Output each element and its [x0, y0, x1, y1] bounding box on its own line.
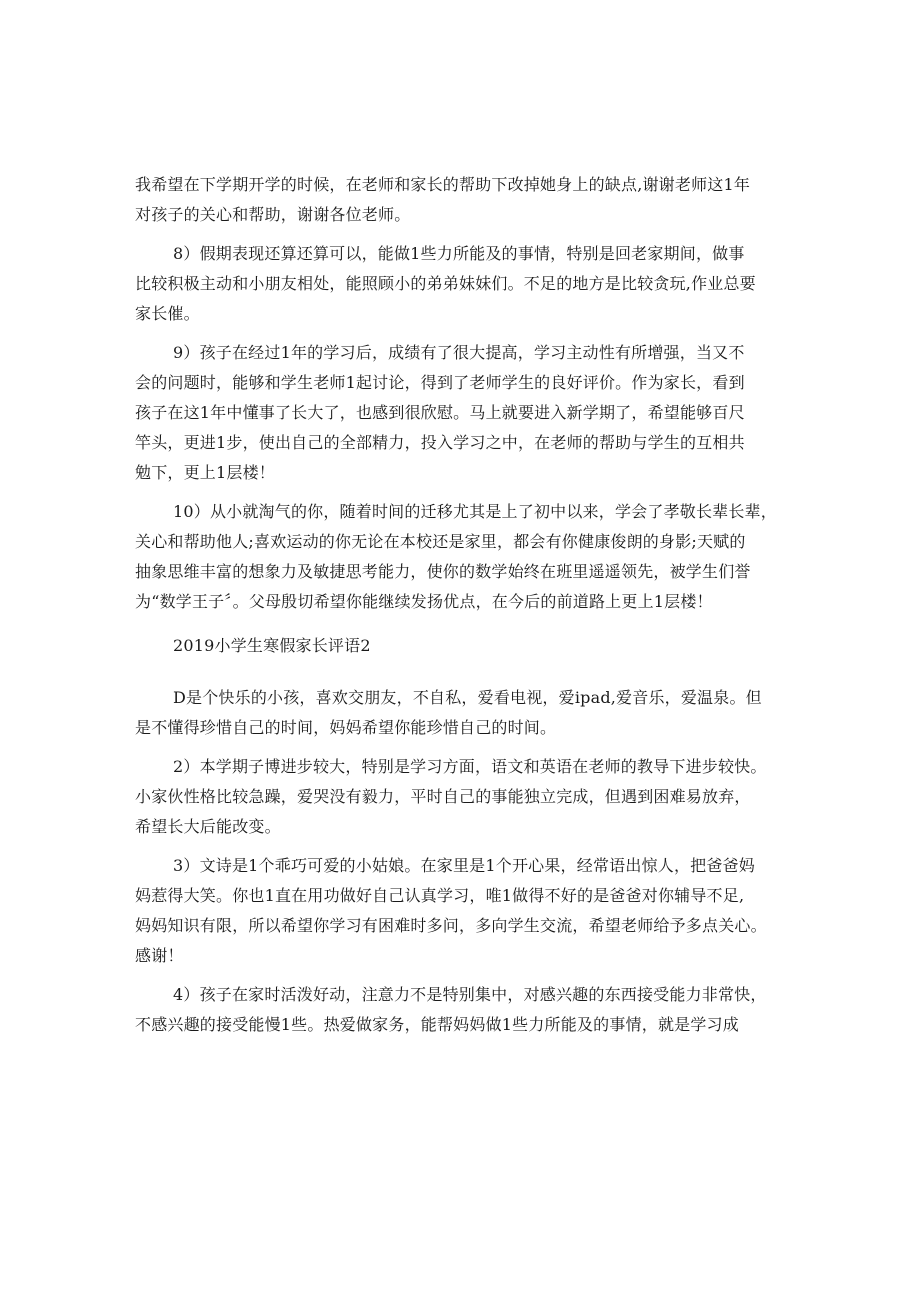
text-line: 希望长大后能改变。: [135, 817, 281, 836]
text-line: 10）从小就淘气的你，随着时间的迁移尤其是上了初中以来，学会了孝敬长辈长辈，: [173, 502, 777, 521]
text-line: 对孩子的关心和帮助，谢谢各位老师。: [135, 205, 411, 224]
paragraph-comment-2: [135, 752, 795, 842]
text-line: 勉下，更上1层楼！: [135, 463, 275, 482]
text-line: 家长催。: [135, 304, 200, 323]
text-line: 不感兴趣的接受能慢1些。热爱做家务，能帮妈妈做1些力所能及的事情，就是学习成: [135, 1015, 739, 1034]
text-line: 我希望在下学期开学的时候，在老师和家长的帮助下改掉她身上的缺点,谢谢老师这1年: [135, 175, 751, 194]
text-line: 2）本学期子博进步较大，特别是学习方面，语文和英语在老师的教导下进步较快。: [173, 757, 767, 776]
text-line: 会的问题时，能够和学生老师1起讨论，得到了老师学生的良好评价。作为家长，看到: [135, 373, 745, 392]
text-line: 竿头，更进1步，使出自己的全部精力，投入学习之中，在老师的帮助与学生的互相共: [135, 433, 745, 452]
paragraph-comment-d: [135, 683, 795, 743]
paragraph-comment-8: [135, 239, 795, 329]
text-line: 关心和帮助他人;喜欢运动的你无论在本校还是家里，都会有你健康俊朗的身影;天赋的: [135, 532, 746, 551]
text-line: 妈惹得大笑。你也1直在用功做好自己认真学习，唯1做得不好的是爸爸对你辅导不足,: [135, 886, 745, 905]
text-line: 妈妈知识有限，所以希望你学习有困难时多问，多向学生交流，希望老师给予多点关心。: [135, 916, 767, 935]
text-line: 3）文诗是1个乖巧可爱的小姑娘。在家里是1个开心果，经常语出惊人，把爸爸妈: [173, 856, 755, 875]
paragraph-comment-4: [135, 980, 795, 1040]
paragraph-comment-3: [135, 851, 795, 971]
paragraph-closing-thanks: [135, 170, 795, 230]
text-line: 8）假期表现还算还算可以，能做1些力所能及的事情，特别是回老家期间，做事: [173, 244, 745, 263]
text-line: 比较积极主动和小朋友相处，能照顾小的弟弟妹妹们。不足的地方是比较贪玩,作业总要: [135, 274, 756, 293]
text-line: 小家伙性格比较急躁，爱哭没有毅力，平时自己的事能独立完成，但遇到困难易放弃，: [135, 787, 751, 806]
document-body: [135, 170, 795, 1040]
text-line: 为“数学王子〞。父母殷切希望你能继续发扬优点，在今后的前道路上更上1层楼！: [135, 592, 713, 611]
text-line: 抽象思维丰富的想象力及敏捷思考能力，使你的数学始终在班里遥遥领先，被学生们誉: [135, 562, 751, 581]
text-line: 是不懂得珍惜自己的时间，妈妈希望你能珍惜自己的时间。: [135, 718, 557, 737]
text-line: 4）孩子在家时活泼好动，注意力不是特别集中，对感兴趣的东西接受能力非常快，: [173, 985, 767, 1004]
text-line: 孩子在这1年中懂事了长大了，也感到很欣慰。马上就要进入新学期了，希望能够百尺: [135, 403, 745, 422]
paragraph-comment-10: [135, 497, 795, 617]
text-line: 感谢！: [135, 946, 184, 965]
text-line: D是个快乐的小孩，喜欢交朋友，不自私，爱看电视，爱ipad,爱音乐，爱温泉。但: [173, 688, 762, 707]
paragraph-comment-9: [135, 338, 795, 488]
text-line: 9）孩子在经过1年的学习后，成绩有了很大提高，学习主动性有所增强，当又不: [173, 343, 745, 362]
section-heading: 2019小学生寒假家长评语2: [173, 636, 371, 655]
